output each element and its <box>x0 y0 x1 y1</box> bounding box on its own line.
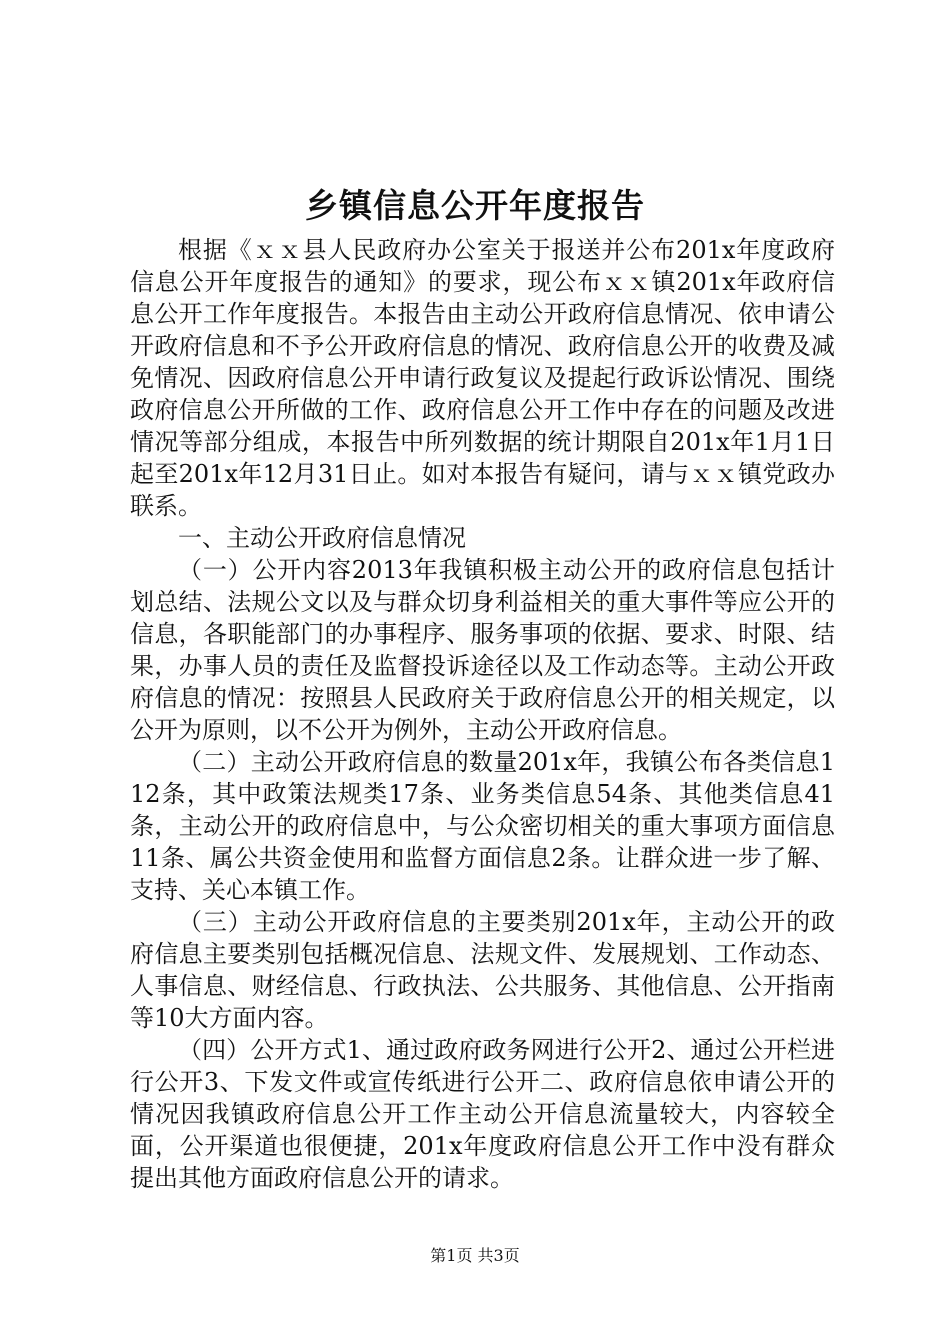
paragraph-quantity: （二）主动公开政府信息的数量201x年，我镇公布各类信息112条，其中政策法规类17条、业务类信息54条、其他类信息41条，主动公开的政府信息中，与公众密切相关的重大事项方面信息11条、属公共资金使用和监督方面信息2条。让群众进一步了解、支持、关心本镇工作。 <box>130 748 835 904</box>
document-title: 乡镇信息公开年度报告 <box>305 186 645 225</box>
intro-paragraph: 根据《ｘｘ县人民政府办公室关于报送并公布201x年度政府信息公开年度报告的通知》的要求，现公布ｘｘ镇201x年政府信息公开工作年度报告。本报告由主动公开政府信息情况、依申请公开政府信息和不予公开政府信息的情况、政府信息公开的收费及减免情况、因政府信息公开申请行政复议及提起行政诉讼情况、围绕政府信息公开所做的工作、政府信息公开工作中存在的问题及改进情况等部分组成，本报告中所列数据的统计期限自201x年1月1日起至201x年12月31日止。如对本报告有疑问，请与ｘｘ镇党政办联系。 <box>130 236 835 520</box>
paragraph-categories: （三）主动公开政府信息的主要类别201x年，主动公开的政府信息主要类别包括概况信息、法规文件、发展规划、工作动态、人事信息、财经信息、行政执法、公共服务、其他信息、公开指南等10大方面内容。 <box>130 908 835 1032</box>
section-heading-1: 一、主动公开政府信息情况 <box>178 524 466 552</box>
page-footer: 第1页 共3页 <box>430 1246 520 1265</box>
paragraph-content: （一）公开内容2013年我镇积极主动公开的政府信息包括计划总结、法规公文以及与群众切身利益相关的重大事件等应公开的信息，各职能部门的办事程序、服务事项的依据、要求、时限、结果，办事人员的责任及监督投诉途径以及工作动态等。主动公开政府信息的情况：按照县人民政府关于政府信息公开的相关规定，以公开为原则，以不公开为例外，主动公开政府信息。 <box>130 556 835 744</box>
document-body <box>130 234 835 1194</box>
paragraph-methods: （四）公开方式1、通过政府政务网进行公开2、通过公开栏进行公开3、下发文件或宣传纸进行公开二、政府信息依申请公开的情况因我镇政府信息公开工作主动公开信息流量较大，内容较全面，公开渠道也很便捷，201x年度政府信息公开工作中没有群众提出其他方面政府信息公开的请求。 <box>130 1036 835 1192</box>
